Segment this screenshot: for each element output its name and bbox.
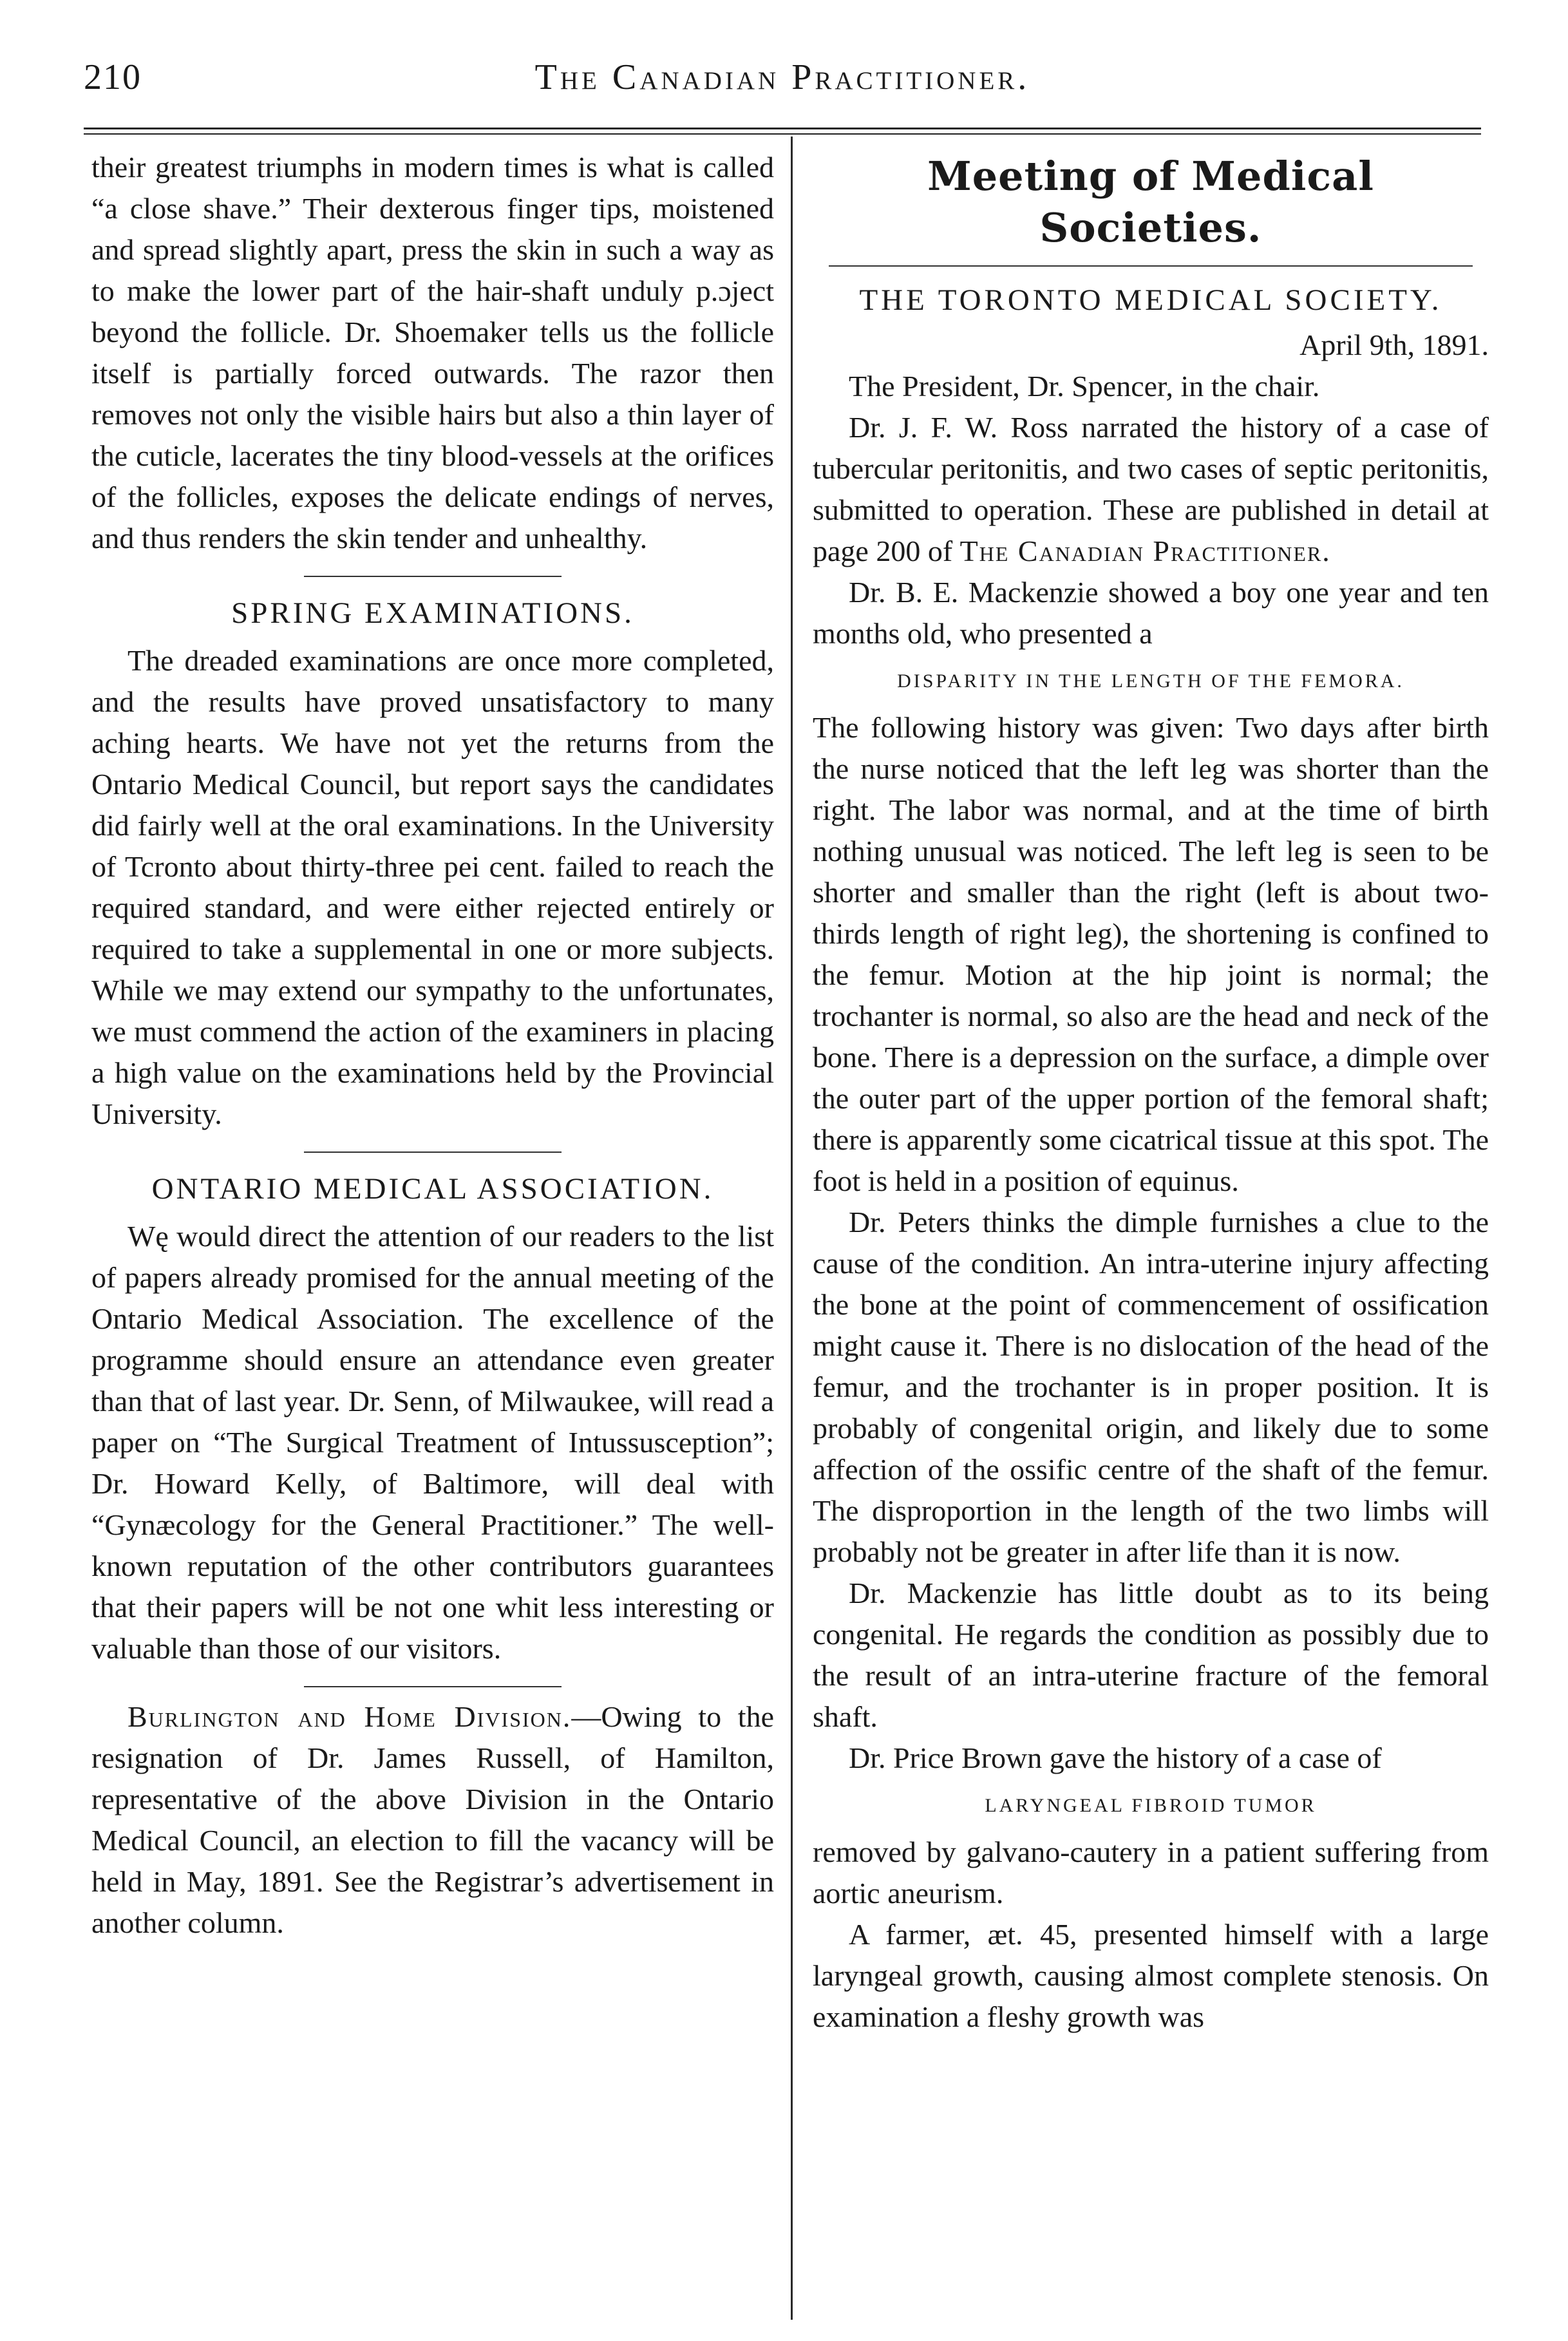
burlington-text: —Owing to the resignation of Dr. James Russell, of Hamilton, representative of the above Division in the Ontario Medical Council, an election to fill the vacancy will be held in May, 1891. See the Registrar’s advertisement in another column. <box>91 1700 775 1939</box>
mackenzie-intro: Dr. B. E. Mackenzie showed a boy one year and ten months old, who presented a <box>813 576 1489 650</box>
burlington-paragraph <box>91 1696 774 1944</box>
burlington-lead: Burlington and Home Division. <box>128 1700 572 1733</box>
history-paragraph: The following history was given: Two days after birth the nurse noticed that the left leg was shorter than the right. The labor was normal, and at the time of birth nothing unusual was noticed. The left leg is seen to be shorter and smaller than the right (left is about two-thirds length of right leg), the shortening is confined to the femur. Motion at the hip joint is normal; the trochanter is normal, so also are the head and neck of the bone. There is a depression on the surface, a dimple over the outer part of the upper portion of the femoral shaft; there is apparently some cicatrical tissue at this spot. The foot is held in a position of equinus. <box>813 711 1489 1197</box>
price-brown-intro: Dr. Price Brown gave the history of a case of <box>849 1741 1382 1774</box>
section-rule <box>304 576 562 577</box>
president-line: The President, Dr. Spencer, in the chair. <box>849 370 1320 403</box>
section-rule <box>304 1152 562 1153</box>
department-title: Meeting of Medical Societies. <box>927 153 1374 251</box>
spring-examinations-heading: SPRING EXAMINATIONS. <box>231 596 634 630</box>
ontario-medical-association-heading: ONTARIO MEDICAL ASSOCIATION. <box>151 1172 714 1206</box>
removed-paragraph: removed by galvano-cautery in a patient suffering from aortic aneurism. <box>813 1835 1489 1910</box>
column-divider <box>791 137 793 2320</box>
journal-title: The Canadian Practitioner. <box>534 57 1030 97</box>
ross-text: Dr. J. F. W. Ross narrated the history of a case of tubercular peritonitis, and two cases of septic peritonitis, submitted to operation. These are published in detail at page 200 of <box>813 411 1489 567</box>
spring-examinations-paragraph: The dreaded examinations are once more completed, and the results have proved unsatisfactory to many aching hearts. We have not yet the returns from the Ontario Medical Council, but report says the candidates did fairly well at the oral examinations. In the University of Tcronto about thirty-three pei cent. failed to reach the required standard, and were either rejected entirely or required to take a supplemental in one or more subjects. While we may extend our sympathy to the unfortunates, we must commend the action of the examiners in placing a high value on the examinations held by the Provincial University. <box>91 644 774 1130</box>
running-head <box>84 57 1481 108</box>
peters-paragraph: Dr. Peters thinks the dimple furnishes a clue to the cause of the condition. An intra-uterine injury affecting the bone at the point of commencement of ossification might cause it. There is no dislocation of the head of the femur, and the trochanter is in proper position. It is probably of congenital origin, and likely due to some affection of the ossific centre of the shaft of the femur. The disproportion in the length of the two limbs will probably not be greater in after life than it is now. <box>813 1206 1489 1568</box>
section-rule <box>304 1686 562 1687</box>
right-column <box>813 147 1489 2038</box>
farmer-paragraph: A farmer, æt. 45, presented himself with a large laryngeal growth, causing almost complete stenosis. On examination a fleshy growth was <box>813 1918 1489 2033</box>
ross-paragraph <box>813 407 1489 572</box>
header-rule-secondary <box>84 133 1481 135</box>
journal-reference: The Canadian Practitioner. <box>959 535 1331 567</box>
case-heading-laryngeal: LARYNGEAL FIBROID TUMOR <box>985 1795 1317 1816</box>
department-rule <box>829 265 1473 267</box>
left-column <box>91 147 774 1944</box>
society-heading: THE TORONTO MEDICAL SOCIETY. <box>859 283 1442 317</box>
page-number: 210 <box>84 57 142 97</box>
ontario-medical-association-paragraph: Wę would direct the attention of our readers to the list of papers already promised for the annual meeting of the Ontario Medical Association. The excellence of the programme should ensure an attendance even greater than that of last year. Dr. Senn, of Milwaukee, will read a paper on “The Surgical Treatment of Intussusception”; Dr. Howard Kelly, of Baltimore, will deal with “Gynæcology for the General Practitioner.” The well-known reputation of the other contributors guarantees that their papers will be not one whit less interesting or valuable than those of our visitors. <box>91 1220 774 1665</box>
continued-paragraph: their greatest triumphs in modern times is what is called “a close shave.” Their dexterous finger tips, moistened and spread slightly apart, press the skin in such a way as to make the lower part of the hair-shaft unduly p.ɔject beyond the follicle. Dr. Shoemaker tells us the follicle itself is partially forced outwards. The razor then removes not only the visible hairs but also a thin layer of the cuticle, lacerates the tiny blood-vessels at the orifices of the follicles, exposes the delicate endings of nerves, and thus renders the skin tender and unhealthy. <box>91 151 774 554</box>
meeting-date: April 9th, 1891. <box>1299 328 1489 361</box>
mackenzie-paragraph: Dr. Mackenzie has little doubt as to its being congenital. He regards the condition as possibly due to the result of an intra-uterine fracture of the femoral shaft. <box>813 1577 1489 1733</box>
header-rule <box>84 128 1481 129</box>
case-heading-femora: DISPARITY IN THE LENGTH OF THE FEMORA. <box>897 670 1404 692</box>
